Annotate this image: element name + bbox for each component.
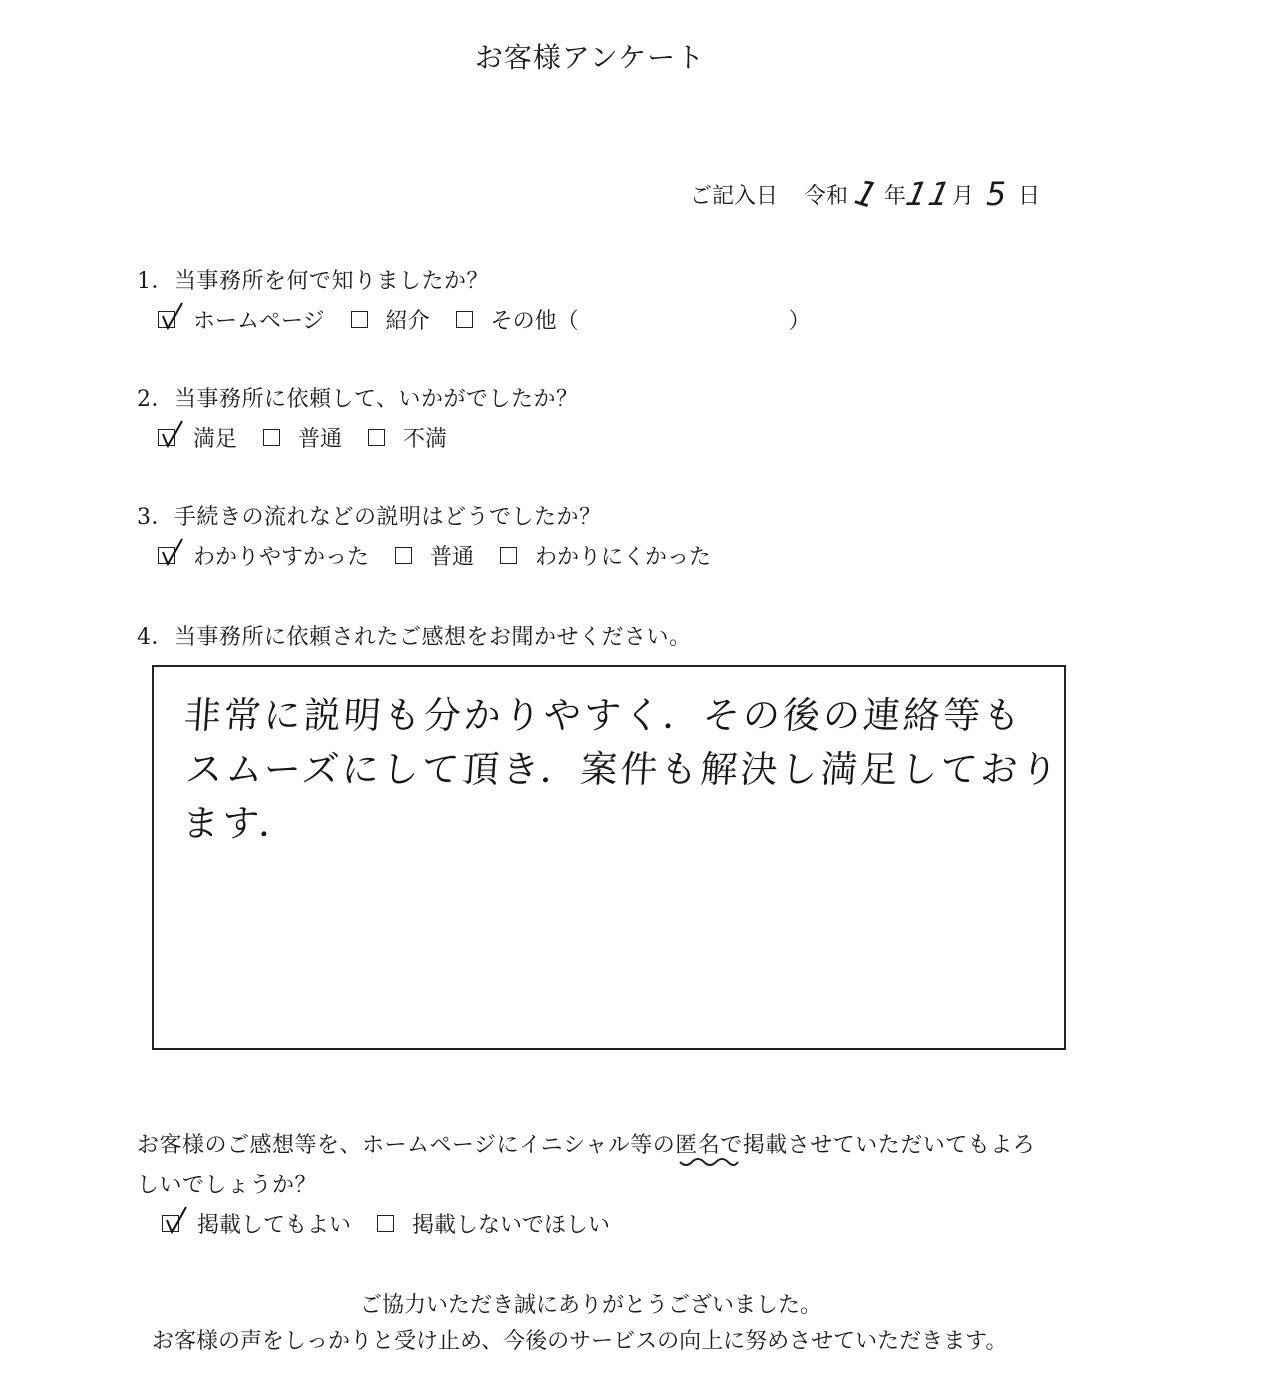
comment-box[interactable] bbox=[152, 665, 1066, 1050]
checkbox-normal[interactable] bbox=[263, 429, 280, 446]
consent-options bbox=[162, 1208, 636, 1239]
thanks-line-1: ご協力いただき誠にありがとうございました。 bbox=[360, 1293, 823, 1318]
option-other-label: その他（ bbox=[490, 309, 579, 334]
checkbox-allow-publish[interactable] bbox=[162, 1215, 179, 1232]
checkbox-hard-to-understand[interactable] bbox=[500, 547, 517, 564]
checkbox-easy-to-understand[interactable] bbox=[158, 547, 175, 564]
checkbox-satisfied[interactable] bbox=[158, 429, 175, 446]
date-month-unit: 月 bbox=[952, 184, 975, 209]
question-2-options bbox=[158, 422, 473, 453]
option-deny-publish-label: 掲載しないでほしい bbox=[412, 1213, 611, 1238]
option-easy-label: わかりやすかった bbox=[193, 545, 370, 570]
wavy-underline-mark bbox=[678, 1156, 740, 1170]
question-3: 3．手続きの流れなどの説明はどうでしたか？ bbox=[137, 505, 602, 530]
question-2: 2．当事務所に依頼して、いかがでしたか？ bbox=[137, 387, 579, 412]
question-1-options bbox=[158, 304, 811, 335]
date-label: ご記入日 bbox=[690, 184, 779, 209]
comment-line-2: スムーズにして頂き．案件も解決し満足しております． bbox=[180, 748, 1062, 845]
thanks-line-2: お客様の声をしっかりと受け止め、今後のサービスの向上に努めさせていただきます。 bbox=[152, 1329, 1008, 1354]
option-satisfied-label: 満足 bbox=[193, 427, 238, 452]
option-homepage-label: ホームページ bbox=[193, 309, 325, 334]
checkmark-icon bbox=[160, 302, 184, 330]
date-month-handwritten: 11 bbox=[902, 175, 956, 213]
checkmark-icon bbox=[164, 1206, 188, 1234]
date-year-handwritten: 1 bbox=[849, 170, 883, 218]
checkbox-other[interactable] bbox=[456, 311, 473, 328]
checkmark-icon bbox=[160, 420, 184, 448]
question-3-options bbox=[158, 540, 737, 571]
checkbox-deny-publish[interactable] bbox=[377, 1215, 394, 1232]
option-other-close: ） bbox=[788, 309, 811, 334]
option-dissatisfied-label: 不満 bbox=[403, 427, 448, 452]
comment-line-1: 非常に説明も分かりやすく．その後の連絡等も bbox=[182, 694, 1025, 737]
option-hard-label: わかりにくかった bbox=[535, 545, 712, 570]
entry-date bbox=[690, 170, 1041, 218]
option-referral-label: 紹介 bbox=[385, 309, 430, 334]
checkmark-icon bbox=[160, 538, 184, 566]
option-allow-publish-label: 掲載してもよい bbox=[197, 1213, 352, 1238]
checkbox-homepage[interactable] bbox=[158, 311, 175, 328]
question-4: 4．当事務所に依頼されたご感想をお聞かせください。 bbox=[137, 625, 692, 650]
page-title: お客様アンケート bbox=[474, 41, 706, 74]
checkbox-dissatisfied[interactable] bbox=[368, 429, 385, 446]
question-1: 1．当事務所を何で知りましたか？ bbox=[137, 269, 489, 294]
date-era: 令和 bbox=[804, 184, 849, 209]
option-normal-label: 普通 bbox=[430, 545, 475, 570]
consent-question-line-2: しいでしょうか？ bbox=[137, 1173, 318, 1198]
consent-question-line-1: お客様のご感想等を、ホームページにイニシャル等の匿名で掲載させていただいてもよろ bbox=[137, 1133, 1036, 1158]
option-normal-label: 普通 bbox=[298, 427, 343, 452]
checkbox-referral[interactable] bbox=[351, 311, 368, 328]
checkbox-normal[interactable] bbox=[395, 547, 412, 564]
date-year-unit: 年 bbox=[884, 184, 907, 209]
date-day-handwritten: 5 bbox=[985, 175, 1007, 213]
date-day-unit: 日 bbox=[1018, 184, 1041, 209]
